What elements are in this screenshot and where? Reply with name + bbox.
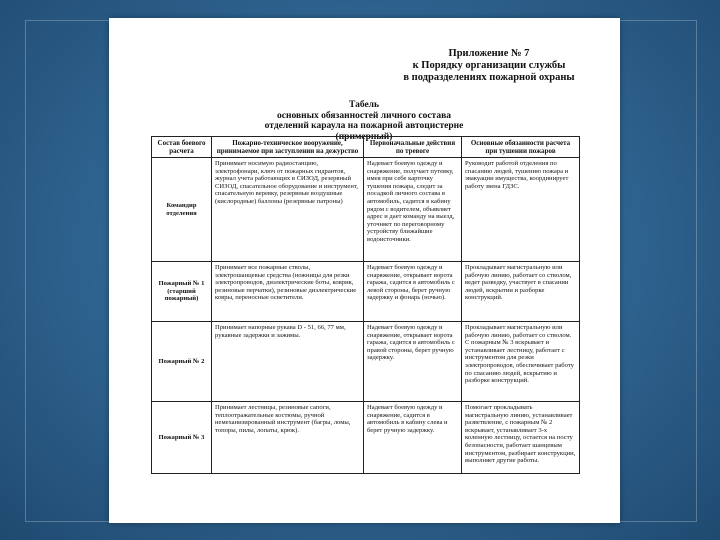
row-alarm-actions: Надевает боевую одежду и снаряжение, открывает ворота гаража, садится в автомобиль с правой стороны, берет ручную задержку. xyxy=(364,322,462,402)
row-alarm-actions: Надевает боевую одежду и снаряжение, получает путевку, имея при себе карточку тушения пожара, следит за посадкой личного состава в автомобиль, садится в кабину рядом с водителем, объявляет адрес и дает команду на выезд, уточняет по переговорному устройству ближайшие водоисточники. xyxy=(364,158,462,262)
table-header-row xyxy=(152,137,580,158)
table-row xyxy=(152,262,580,322)
row-fire-duties: Помогает прокладывать магистральную линию, устанавливает разветвление, с пожарным № 2 вскрывает, устанавливает 3-х коленную лестницу, остается на посту безопасности, работает шанцевым инструментом, разбирает конструкции, выполняет другие работы. xyxy=(462,402,580,474)
appendix-header xyxy=(379,48,599,84)
title-line-2: основных обязанностей личного состава xyxy=(277,110,451,121)
row-position: Пожарный № 3 xyxy=(152,402,212,474)
appendix-number: Приложение № 7 xyxy=(448,48,530,59)
header-equipment: Пожарно-техническое вооружение, принимаемое при заступлении на дежурство xyxy=(212,137,364,158)
row-fire-duties: Прокладывает магистральную или рабочую линию, работает со стволом, ведет разведку, участвует в спасании людей, вскрытии и разборке конструкций. xyxy=(462,262,580,322)
table-row xyxy=(152,402,580,474)
title-note: (примерный) xyxy=(335,131,393,142)
title-main: Табель xyxy=(348,100,380,110)
header-alarm-actions: Первоначальные действия по тревоге xyxy=(364,137,462,158)
row-equipment: Принимает напорные рукава D - 51, 66, 77 мм, рукавные задержки и зажимы. xyxy=(212,322,364,402)
row-position: Пожарный № 1 (старший пожарный) xyxy=(152,262,212,322)
appendix-reference: к Порядку организации службы xyxy=(412,60,566,71)
header-crew: Состав боевого расчета xyxy=(152,137,212,158)
row-equipment: Принимает все пожарные стволы, электрошанцевые средства (ножницы для резки электропроводов, диэлектрические боты, коврик, резиновые перчатки), резиновые диэлектрические ковры, переносные осветители. xyxy=(212,262,364,322)
row-equipment: Принимает носимую радиостанцию, электрофонари, ключ от пожарных гидрантов, журнал учета работающих в СИЗОД, резервный СИЗОД, спасательное оборудование и инструмент, спасательную веревку, резервные воздушные (кислородные) баллоны (резервные патроны) xyxy=(212,158,364,262)
document-page xyxy=(109,18,620,523)
row-position: Командир отделения xyxy=(152,158,212,262)
row-fire-duties: Руководит работой отделения по спасанию людей, тушению пожара и эвакуации имущества, координирует работу звена ГДЗС. xyxy=(462,158,580,262)
row-fire-duties: Прокладывает магистральную или рабочую линию, работает со стволом. С пожарным № 3 вскрывает и устанавливает лестницу, работает с инструментом для резки электропроводов, обеспечивает работу по спасанию людей, вскрытию и разборке конструкций. xyxy=(462,322,580,402)
duties-table xyxy=(151,136,580,474)
row-alarm-actions: Надевает боевую одежду и снаряжение, садится в автомобиль в кабину слева и берет ручную задержку. xyxy=(364,402,462,474)
title-line-3: отделений караула на пожарной автоцистерне xyxy=(264,121,464,131)
table-row xyxy=(152,322,580,402)
header-fire-duties: Основные обязанности расчета при тушении пожаров xyxy=(462,137,580,158)
table-row xyxy=(152,158,580,262)
row-alarm-actions: Надевает боевую одежду и снаряжение, открывает ворота гаража, садится в автомобиль с левой стороны, берет ручную задержку и фонарь (ночью). xyxy=(364,262,462,322)
row-equipment: Принимает лестницы, резиновые сапоги, теплоотражательные костюмы, ручной немеханизированный инструмент (багры, ломы, топоры, пилы, лопаты, крюк). xyxy=(212,402,364,474)
row-position: Пожарный № 2 xyxy=(152,322,212,402)
appendix-subject: в подразделениях пожарной охраны xyxy=(403,72,575,83)
